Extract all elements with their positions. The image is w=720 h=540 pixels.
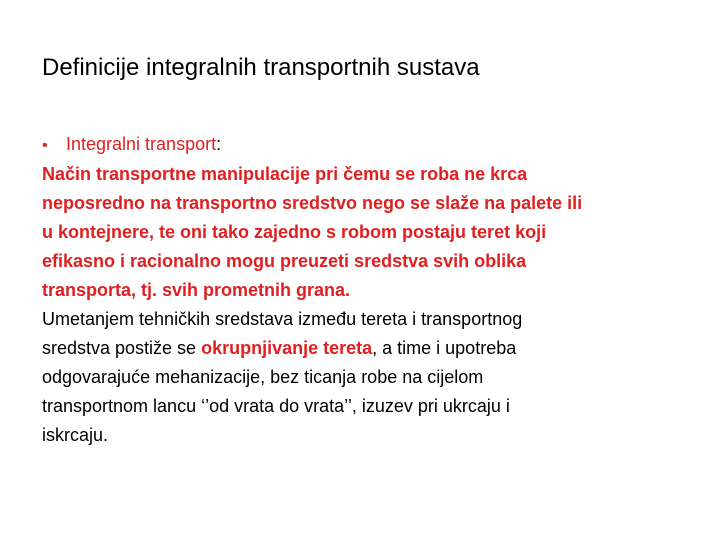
- paragraph-line-4: transportnom lancu ‘’od vrata do vrata’’, izuzev pri ukrcaju i: [42, 396, 510, 416]
- definition-line-4: efikasno i racionalno mogu preuzeti sredstva svih oblika: [42, 251, 527, 271]
- explanation-paragraph: [42, 305, 692, 450]
- slide-title: Definicije integralnih transportnih sustava: [42, 54, 480, 81]
- paragraph-line-2-start: sredstva postiže se: [42, 338, 202, 358]
- definition-line-5: transporta, tj. svih prometnih grana.: [42, 280, 351, 300]
- paragraph-line-3: odgovarajuće mehanizacije, bez ticanja robe na cijelom: [42, 367, 484, 387]
- definition-line-1: Način transportne manipulacije pri čemu se roba ne krca: [42, 164, 528, 184]
- bullet-item: [42, 130, 692, 160]
- paragraph-line-5: iskrcaju.: [42, 425, 109, 445]
- bullet-label: Integralni transport: [66, 134, 217, 154]
- definition-line-3: u kontejnere, te oni tako zajedno s robom postaju teret koji: [42, 222, 547, 242]
- bullet-marker: •: [42, 137, 48, 154]
- slide-content: [42, 130, 692, 450]
- definition-text: [42, 160, 692, 305]
- paragraph-line-2: [42, 334, 692, 363]
- paragraph-line-1: Umetanjem tehničkih sredstava između tereta i transportnog: [42, 309, 523, 329]
- bullet-colon: :: [216, 134, 222, 154]
- definition-line-2: neposredno na transportno sredstvo nego se slaže na palete ili: [42, 193, 583, 213]
- paragraph-line-2-end: , a time i upotreba: [372, 338, 517, 358]
- highlight-okrupnjivanje: okrupnjivanje tereta: [201, 338, 373, 358]
